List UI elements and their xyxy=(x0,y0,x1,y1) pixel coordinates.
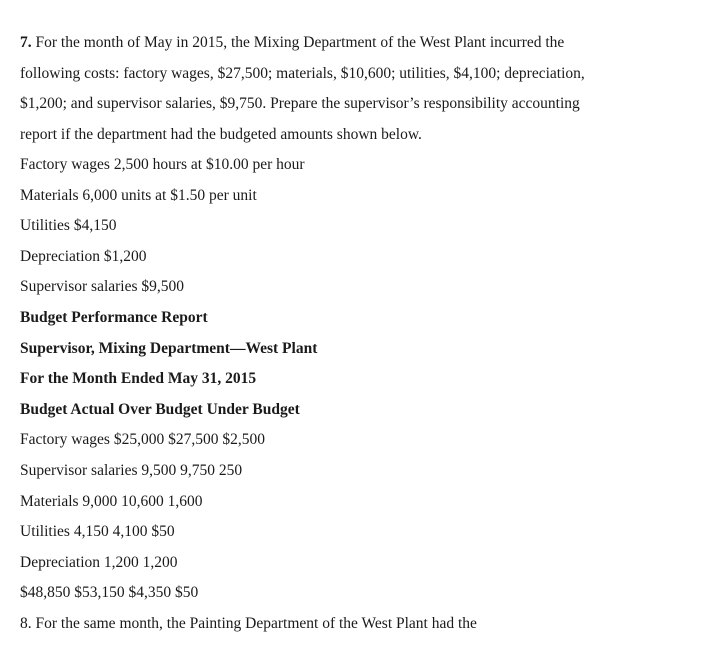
budget-performance-report xyxy=(20,303,710,609)
report-row-depreciation: Depreciation 1,200 1,200 xyxy=(20,553,178,571)
problem-number: 7. xyxy=(20,34,32,51)
document-page xyxy=(20,28,710,632)
report-period: For the Month Ended May 31, 2015 xyxy=(20,370,257,388)
report-row-materials: Materials 9,000 10,600 1,600 xyxy=(20,492,203,510)
problem-text: For the month of May in 2015, the Mixing Department of the West Plant incurred the following costs: factory wages, $27,500; materials, $10,600; utilities, $4,100; depreciation, $1,200; and supervisor salaries, $9,750. Prepare the supervisor’s responsibility accounting report if the department had the budgeted amounts shown below. xyxy=(20,34,585,143)
budgeted-amounts-list xyxy=(20,150,710,303)
budget-line-depreciation: Depreciation $1,200 xyxy=(20,247,147,265)
report-row-total: $48,850 $53,150 $4,350 $50 xyxy=(20,584,199,602)
budget-line-materials: Materials 6,000 units at $1.50 per unit xyxy=(20,186,257,204)
problem-statement xyxy=(20,28,600,150)
report-title: Budget Performance Report xyxy=(20,308,208,326)
report-header-row: Budget Actual Over Budget Under Budget xyxy=(20,400,300,418)
budget-line-utilities: Utilities $4,150 xyxy=(20,217,117,235)
report-row-supervisor-salaries: Supervisor salaries 9,500 9,750 250 xyxy=(20,461,243,479)
report-row-factory-wages: Factory wages $25,000 $27,500 $2,500 xyxy=(20,431,265,449)
report-subtitle: Supervisor, Mixing Department—West Plant xyxy=(20,339,318,357)
next-problem-partial: 8. For the same month, the Painting Department of the West Plant had the xyxy=(20,614,477,632)
report-row-utilities: Utilities 4,150 4,100 $50 xyxy=(20,523,175,541)
budget-line-factory-wages: Factory wages 2,500 hours at $10.00 per hour xyxy=(20,156,305,173)
budget-line-supervisor-salaries: Supervisor salaries $9,500 xyxy=(20,278,185,296)
